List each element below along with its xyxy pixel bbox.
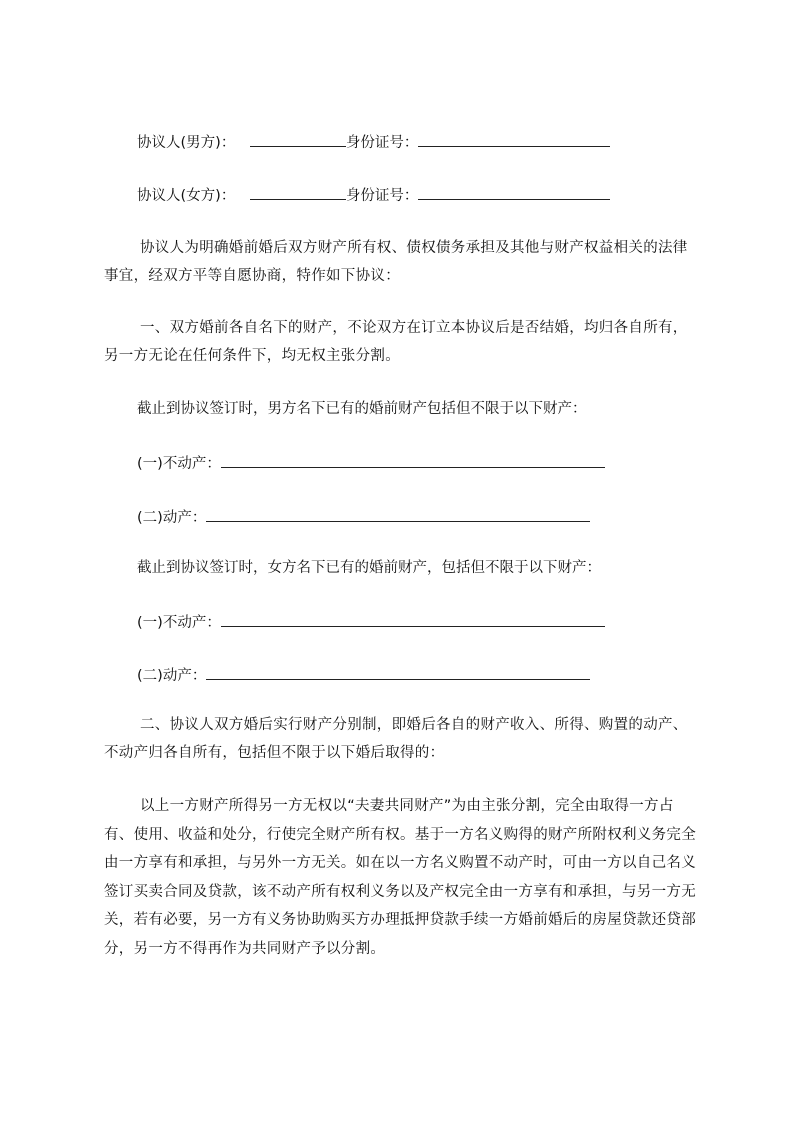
female-real-estate-label: (一)不动产： [137,615,221,631]
male-real-estate-label: (一)不动产： [137,456,221,472]
male-id-blank[interactable] [418,132,610,147]
male-id-label: 身份证号： [345,135,419,151]
female-real-estate-blank[interactable] [221,612,605,627]
female-movable-blank[interactable] [206,665,590,680]
female-real-estate-line [137,612,605,632]
male-real-estate-line [137,453,605,473]
male-real-estate-blank[interactable] [221,453,605,468]
male-movable-blank[interactable] [206,507,590,522]
male-name-blank[interactable] [250,132,346,147]
female-party-line [137,185,610,205]
female-id-label: 身份证号： [345,188,419,204]
female-assets-intro: 截止到协议签订时，女方名下已有的婚前财产，包括但不限于以下财产： [137,560,601,576]
female-party-label: 协议人(女方)： [137,188,236,204]
intro-paragraph: 协议人为明确婚前婚后双方财产所有权、债权债务承担及其他与财产权益相关的法律事宜，经双方平等自愿协商，特作如下协议： [104,240,688,284]
female-movable-line [137,665,590,685]
male-movable-line [137,507,590,527]
clause-1: 一、双方婚前各自名下的财产，不论双方在订立本协议后是否结婚，均归各自所有，另一方无论在任何条件下，均无权主张分割。 [104,320,688,364]
clause-3: 以上一方财产所得另一方无权以“夫妻共同财产”为由主张分割，完全由取得一方占有、使用、收益和处分，行使完全财产所有权。基于一方名义购得的财产所附权利义务完全由一方享有和承担，与另外一方无关。如在以一方名义购置不动产时，可由一方以自己名义签订买卖合同及贷款，该不动产所有权利义务以及产权完全由一方享有和承担，与另一方无关，若有必要，另一方有义务协助购买方办理抵押贷款手续一方婚前婚后的房屋贷款还贷部分，另一方不得再作为共同财产予以分割。 [104,798,696,957]
male-party-line [137,132,610,152]
male-party-label: 协议人(男方)： [137,135,236,151]
clause-2: 二、协议人双方婚后实行财产分别制，即婚后各自的财产收入、所得、购置的动产、不动产归各自所有，包括但不限于以下婚后取得的： [104,717,688,761]
male-movable-label: (二)动产： [137,510,207,526]
male-assets-intro: 截止到协议签订时，男方名下已有的婚前财产包括但不限于以下财产： [137,401,587,417]
female-name-blank[interactable] [250,185,346,200]
female-movable-label: (二)动产： [137,668,207,684]
female-id-blank[interactable] [418,185,610,200]
